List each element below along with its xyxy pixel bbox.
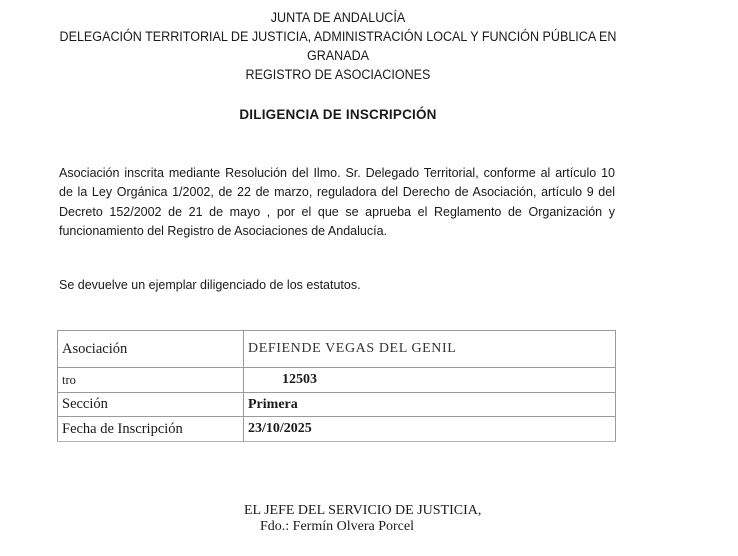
header-delegation: DELEGACIÓN TERRITORIAL DE JUSTICIA, ADMINISTRACIÓN LOCAL Y FUNCIÓN PÚBLICA EN [59, 29, 617, 44]
header-city: GRANADA [306, 48, 370, 63]
returned-statutes-note: Se devuelve un ejemplar diligenciado de los estatutos. [59, 278, 361, 292]
registration-data-table [57, 330, 616, 442]
row-value-registry-number: 12503 [244, 368, 616, 393]
header-registry: REGISTRO DE ASOCIACIONES [245, 67, 431, 82]
signature-title: EL JEFE DEL SERVICIO DE JUSTICIA, [244, 503, 482, 518]
table-row [58, 331, 616, 368]
row-value-inscription-date: 23/10/2025 [244, 417, 616, 442]
signature-name: Fdo.: Fermín Olvera Porcel [260, 519, 414, 534]
table-row [58, 417, 616, 442]
row-label-inscription-date: Fecha de Inscripción [58, 417, 244, 442]
document-title: DILIGENCIA DE INSCRIPCIÓN [239, 107, 437, 122]
header-authority: JUNTA DE ANDALUCÍA [270, 10, 406, 25]
document-header [24, 8, 653, 84]
inscription-paragraph: Asociación inscrita mediante Resolución del Ilmo. Sr. Delegado Territorial, conforme al artículo 10 de la Ley Orgánica 1/2002, de 22 de marzo, reguladora del Derecho de Asociación, artículo 9 del Decreto 152/2002 de 21 de mayo , por el que se aprueba el Reglamento de Organización y funcionamiento del Registro de Asociaciones de Andalucía. [59, 166, 615, 239]
table-row [58, 368, 616, 393]
table-row [58, 393, 616, 417]
row-label-association: Asociación [58, 331, 244, 368]
body-section [59, 164, 615, 242]
row-label-registry-number: tro [58, 368, 244, 393]
row-value-section: Primera [244, 393, 616, 417]
signature-block [244, 503, 481, 535]
row-label-section: Sección [58, 393, 244, 417]
row-value-association: DEFIENDE VEGAS DEL GENIL [244, 331, 616, 368]
